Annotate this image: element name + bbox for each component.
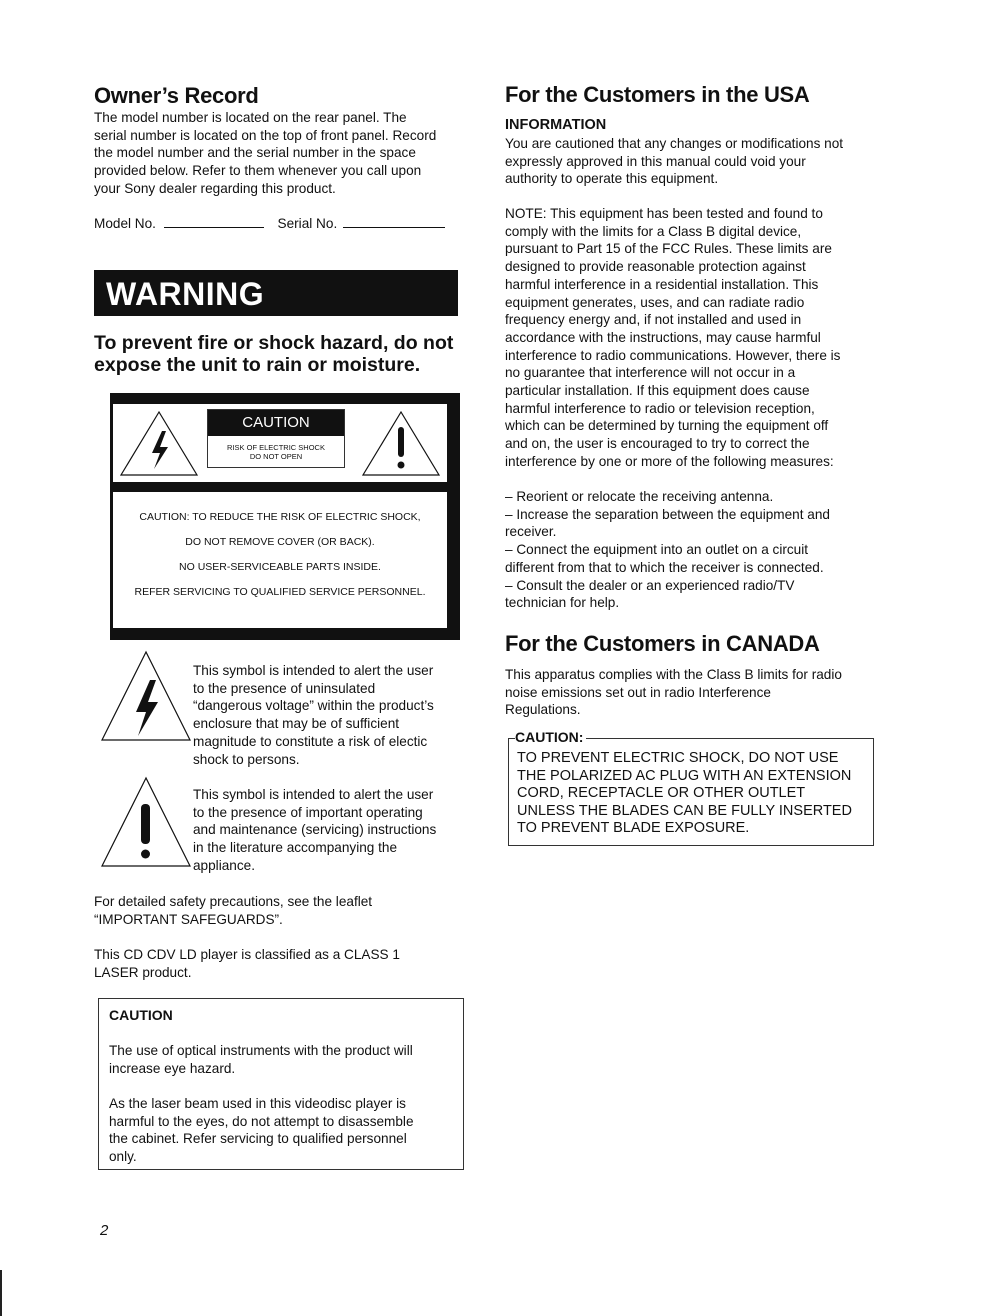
text-line: the cabinet. Refer servicing to qualified personnel (109, 1131, 407, 1147)
laser-caution-p1 (109, 1042, 413, 1077)
text-line: harmful to the eyes, do not attempt to disassemble (109, 1113, 414, 1129)
safety-note (94, 893, 372, 928)
fcc-measures-list (505, 488, 830, 612)
text-line: pursuant to Part 15 of the FCC Rules. These limits are (505, 241, 832, 257)
caution-symbols-panel (113, 404, 447, 482)
exclamation-symbol-icon (100, 776, 192, 868)
text-line: designed to provide reasonable protection against (505, 259, 806, 275)
caution-sign-sub2: DO NOT OPEN (249, 452, 303, 461)
text-line: REFER SERVICING TO QUALIFIED SERVICE PERSONNEL. (134, 586, 426, 598)
text-line: different from that to which the receiver is connected. (505, 559, 824, 575)
text-line: This apparatus complies with the Class B limits for radio (505, 667, 842, 682)
text-line: Regulations. (505, 702, 581, 718)
text-line: enclosure that may be of sufficient (193, 716, 400, 732)
text-line: As the laser beam used in this videodisc player is (109, 1096, 406, 1111)
canada-caution-title: CAUTION: (515, 729, 586, 745)
laser-note (94, 946, 400, 981)
text-line: to the presence of uninsulated (193, 680, 376, 696)
lightning-triangle-icon (118, 409, 200, 479)
text-line: particular installation. If this equipment does cause (505, 383, 810, 399)
edge-line (0, 1270, 2, 1316)
text-line: THE POLARIZED AC PLUG WITH AN EXTENSION (517, 767, 852, 784)
text-line: interference to radio communications. However, there is (505, 347, 841, 363)
text-line: comply with the limits for a Class B digital device, (505, 223, 802, 239)
text-line: serial number is located on the top of front panel. Record (94, 127, 437, 143)
text-line: authority to operate this equipment. (505, 171, 719, 187)
text-line: magnitude to constitute a risk of electic (193, 733, 428, 749)
text-line: – Connect the equipment into an outlet on a circuit (505, 542, 809, 558)
text-line: receiver. (505, 524, 557, 540)
text-line: and on, the user is encouraged to try to correct the (505, 436, 810, 452)
caution-text (113, 505, 447, 605)
text-line: shock to persons. (193, 751, 300, 767)
information-text (505, 135, 843, 188)
owners-record-title: Owner’s Record (94, 83, 259, 108)
text-line: the model number and the serial number in the space (94, 145, 416, 161)
warning-banner (94, 270, 458, 316)
owners-record-text (94, 109, 436, 198)
text-line: appliance. (193, 857, 255, 873)
text-line: interference by one or more of the following measures: (505, 453, 834, 469)
warning-label: WARNING (106, 276, 265, 312)
text-line: UNLESS THE BLADES CAN BE FULLY INSERTED (517, 802, 852, 819)
caution-sign-sub1: RISK OF ELECTRIC SHOCK (227, 443, 325, 452)
text-line: – Reorient or relocate the receiving antenna. (505, 489, 774, 504)
canada-text (505, 666, 842, 719)
information-title: INFORMATION (505, 117, 607, 133)
text-line: You are cautioned that any changes or modifications not (505, 136, 844, 151)
canada-title: For the Customers in CANADA (505, 631, 820, 656)
text-line: – Consult the dealer or an experienced radio/TV (505, 577, 795, 593)
text-line: “dangerous voltage” within the product’s (193, 698, 434, 714)
text-line: no guarantee that interference will not occur in a (505, 365, 796, 381)
text-line: provided below. Refer to them whenever you call upon (94, 163, 422, 179)
text-line: noise emissions set out in radio Interference (505, 684, 771, 700)
caution-sign-title: CAUTION (208, 410, 344, 436)
text-line: increase eye hazard. (109, 1060, 236, 1076)
text-line: NOTE: This equipment has been tested and found to (505, 206, 823, 221)
text-line: harmful interference to radio or television reception, (505, 400, 815, 416)
model-label: Model No. (94, 216, 156, 231)
text-line: LASER product. (94, 964, 192, 980)
text-line: your Sony dealer regarding this product. (94, 180, 336, 196)
warning-heading (94, 332, 453, 376)
text-line: equipment generates, uses, and can radiate radio (505, 294, 805, 310)
text-line: DO NOT REMOVE COVER (OR BACK). (185, 536, 375, 548)
fcc-note (505, 205, 840, 471)
caution-label-graphic (110, 393, 460, 640)
text-line: accordance with the instructions, may cause harmful (505, 329, 821, 345)
text-line: CAUTION: TO REDUCE THE RISK OF ELECTRIC SHOCK, (139, 511, 421, 523)
lightning-symbol-icon (100, 650, 192, 742)
text-line: This symbol is intended to alert the user (193, 787, 434, 802)
laser-caution-p2 (109, 1095, 414, 1166)
laser-caution-box (98, 998, 464, 1170)
text-line: For detailed safety precautions, see the leaflet (94, 894, 373, 909)
text-line: TO PREVENT BLADE EXPOSURE. (517, 820, 750, 837)
canada-caution-box (508, 729, 874, 846)
text-line: – Increase the separation between the equipment and (505, 506, 830, 522)
model-blank (164, 227, 264, 228)
lightning-symbol-text (193, 662, 434, 768)
text-line: expose the unit to rain or moisture. (94, 354, 421, 376)
text-line: and maintenance (servicing) instructions (193, 822, 437, 838)
text-line: technician for help. (505, 595, 620, 611)
usa-title: For the Customers in the USA (505, 82, 810, 107)
caution-text-panel (113, 492, 447, 628)
serial-label: Serial No. (277, 216, 338, 231)
text-line: This CD CDV LD player is classified as a CLASS 1 (94, 947, 400, 962)
text-line: TO PREVENT ELECTRIC SHOCK, DO NOT USE (517, 750, 839, 766)
text-line: expressly approved in this manual could void your (505, 153, 806, 169)
exclamation-symbol-text (193, 786, 436, 875)
canada-caution-text (517, 750, 852, 838)
text-line: CORD, RECEPTACLE OR OTHER OUTLET (517, 785, 806, 802)
text-line: The use of optical instruments with the product will (109, 1043, 413, 1058)
text-line: frequency energy and, if not installed and used in (505, 312, 802, 328)
caution-sign (207, 409, 345, 468)
text-line: This symbol is intended to alert the user (193, 663, 434, 678)
serial-blank (343, 227, 445, 228)
text-line: in the literature accompanying the (193, 840, 398, 856)
text-line: “IMPORTANT SAFEGUARDS”. (94, 911, 283, 927)
page-number: 2 (100, 1222, 109, 1239)
text-line: The model number is located on the rear panel. The (94, 110, 407, 125)
text-line: only. (109, 1149, 137, 1165)
laser-caution-title: CAUTION (109, 1007, 173, 1023)
record-fields (94, 216, 445, 231)
text-line: NO USER-SERVICEABLE PARTS INSIDE. (179, 561, 381, 573)
text-line: which can be determined by turning the equipment off (505, 418, 829, 434)
text-line: to the presence of important operating (193, 804, 423, 820)
text-line: harmful interference in a residential installation. This (505, 276, 819, 292)
text-line: To prevent fire or shock hazard, do not (94, 332, 454, 354)
exclamation-triangle-icon (360, 409, 442, 479)
